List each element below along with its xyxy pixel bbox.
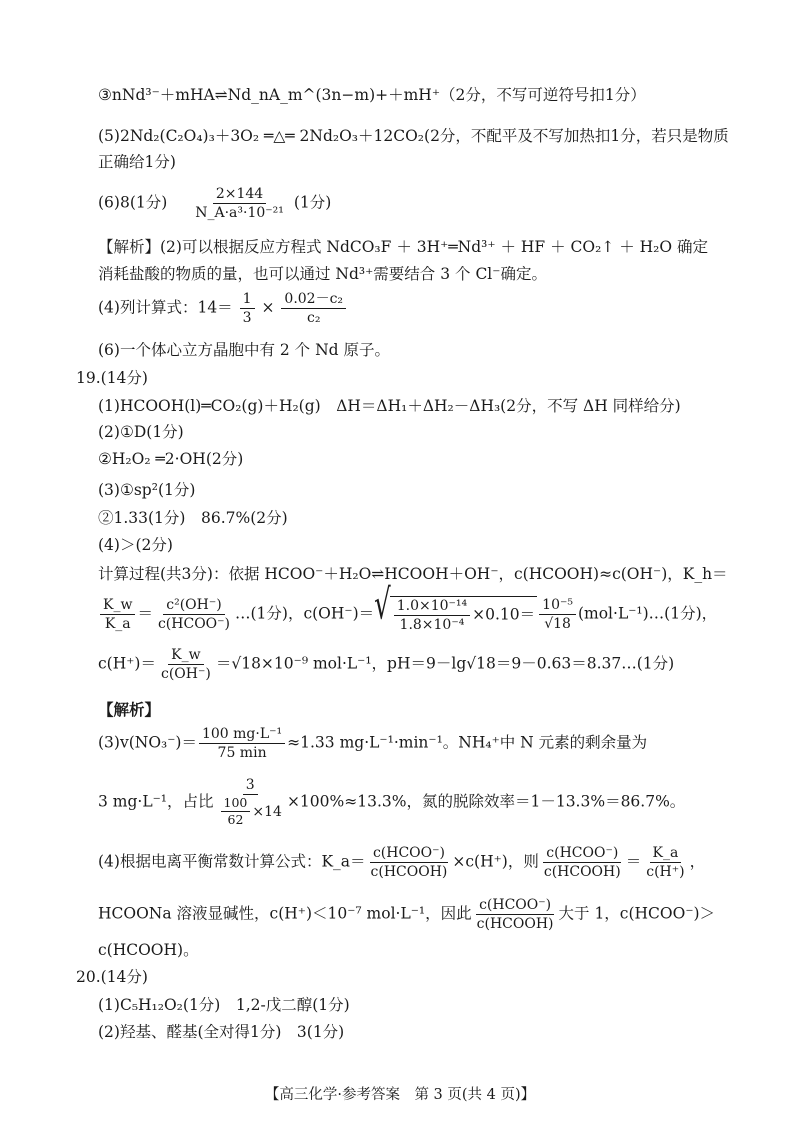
denominator: c(OH⁻) (160, 666, 211, 683)
q19-part2-2: ②H₂O₂ ═2·OH(2分) (98, 450, 244, 468)
analysis-4-line2 (98, 897, 740, 932)
fraction-hcoo-hcooh (368, 845, 451, 880)
text: (3)v(NO₃⁻)＝ (98, 733, 197, 752)
line-6-answer (98, 186, 740, 221)
denominator (216, 795, 285, 828)
numerator: 1 (240, 291, 255, 309)
numerator: 10⁻⁵ (539, 597, 576, 615)
q19-calc-line2 (98, 581, 740, 634)
fraction-ka-h (643, 845, 687, 880)
denominator: c(H⁺) (646, 864, 685, 881)
numerator: 100 mg·L⁻¹ (199, 726, 285, 744)
text: (1分) (293, 193, 332, 212)
q19-part1: (1)HCOOH(l)═CO₂(g)＋H₂(g) ΔH＝ΔH₁＋ΔH₂－ΔH₃(2分，不写 ΔH 同样给分) (98, 397, 681, 415)
text: 3 mg·L⁻¹，占比 (98, 792, 214, 811)
text: ≈1.33 mg·L⁻¹·min⁻¹。NH₄⁺中 N 元素的剩余量为 (287, 733, 648, 752)
q20-part2: (2)羟基、醛基(全对得1分) 3(1分) (98, 1023, 345, 1041)
text: (4)根据电离平衡常数计算公式：K_a＝ (98, 852, 366, 871)
denominator: c(HCOO⁻) (157, 616, 230, 633)
text: ， (689, 852, 706, 871)
equals: ＝ (137, 604, 153, 623)
fraction-conc (281, 291, 346, 326)
fraction-kw-oh (158, 647, 214, 682)
text: …(1分)，c(OH⁻)＝ (235, 604, 375, 623)
denominator: K_a (104, 616, 131, 633)
page-footer: 【高三化学·参考答案 第 3 页(共 4 页)】 (264, 1087, 536, 1103)
q19-part2-1: (2)①D(1分) (98, 423, 184, 441)
times: × (261, 298, 275, 317)
numerator: 0.02－c₂ (281, 291, 346, 309)
numerator: 100 (221, 796, 251, 812)
denominator: c(HCOOH) (370, 864, 448, 881)
q19-part3-1: (3)①sp²(1分) (98, 481, 196, 499)
text: (mol·L⁻¹)…(1分)， (577, 604, 718, 623)
q20-part1: (1)C₅H₁₂O₂(1分) 1,2-戊二醇(1分) (98, 996, 350, 1014)
equals: ＝ (625, 852, 642, 871)
denominator: c(HCOOH) (476, 916, 554, 933)
fraction-one-third (240, 291, 255, 326)
numerator: K_w (168, 647, 203, 665)
q19-calc-intro: 计算过程(共3分)：依据 HCOO⁻＋H₂O⇌HCOOH＋OH⁻，c(HCOOH)≈c(OH⁻)，K_h＝ (98, 565, 728, 583)
numerator: c(HCOO⁻) (476, 897, 554, 915)
denominator: 3 (242, 310, 252, 327)
fraction-kw-ka-values (394, 598, 470, 633)
denominator: N_A·a³·10⁻²¹ (195, 205, 284, 222)
analysis-3-line1 (98, 726, 740, 761)
analysis-4-line1 (98, 845, 740, 880)
line-6-note: (6)一个体心立方晶胞中有 2 个 Nd 原子。 (98, 341, 391, 359)
numerator: c(HCOO⁻) (370, 845, 448, 863)
fraction-rate (199, 726, 285, 761)
numerator: K_a (650, 845, 682, 863)
fraction-ratio (216, 777, 285, 828)
fraction-100-62 (221, 796, 251, 828)
denominator: c₂ (307, 310, 321, 327)
numerator: K_w (100, 597, 135, 615)
text: 大于 1，c(HCOO⁻)＞ (558, 904, 716, 923)
denominator: 1.8×10⁻⁴ (399, 617, 465, 634)
text: ×c(H⁺)，则 (452, 852, 539, 871)
denominator: c(HCOOH) (543, 864, 621, 881)
text: c(H⁺)＝ (98, 654, 156, 673)
q19-calc-line3 (98, 647, 740, 682)
numerator: 3 (243, 777, 258, 795)
radicand (390, 596, 537, 633)
sqrt-expression (374, 581, 537, 634)
numerator: 2×144 (213, 186, 266, 204)
question-19-heading: 19.(14分) (76, 369, 148, 387)
text: ×100%≈13.3%，氮的脱除效率＝1－13.3%＝86.7%。 (286, 792, 686, 811)
line-4-calc (98, 291, 740, 326)
fraction-hcoo-hcooh-3 (474, 897, 557, 932)
text: ＝√18×10⁻⁹ mol·L⁻¹，pH＝9－lg√18＝9－0.63＝8.37…(1分) (215, 654, 675, 673)
q19-part4: (4)＞(2分) (98, 536, 173, 554)
fraction-oh-squared (155, 597, 233, 632)
denominator: 75 min (217, 745, 267, 762)
numerator: c²(OH⁻) (163, 597, 224, 615)
fraction-kw-ka (100, 597, 135, 632)
analysis-4-line3: c(HCOOH)。 (98, 941, 199, 959)
line-5-note: 正确给1分) (98, 153, 176, 171)
numerator: c(HCOO⁻) (543, 845, 621, 863)
analysis-3-line2 (98, 777, 740, 828)
analysis-line-1: 【解析】(2)可以根据反应方程式 NdCO₃F ＋ 3H⁺═Nd³⁺ ＋ HF ＋ CO₂↑ ＋ H₂O 确定 (98, 238, 708, 256)
text: HCOONa 溶液显碱性，c(H⁺)＜10⁻⁷ mol·L⁻¹，因此 (98, 904, 472, 923)
numerator: 1.0×10⁻¹⁴ (394, 598, 470, 616)
denominator: 62 (227, 812, 244, 828)
fraction-hcoo-hcooh-2 (541, 845, 624, 880)
analysis-line-2: 消耗盐酸的物质的量，也可以通过 Nd³⁺需要结合 3 个 Cl⁻确定。 (98, 265, 547, 283)
line-nd-equilibrium: ③nNd³⁻＋mHA⇌Nd_nA_m^(3n−m)+＋mH⁺（2分，不写可逆符号扣1分） (98, 86, 646, 104)
q19-part3-2: ②1.33(1分) 86.7%(2分) (98, 509, 288, 527)
text: ×0.10＝ (472, 605, 536, 624)
analysis-heading: 【解析】 (98, 700, 161, 719)
text: (6)8(1分) (98, 193, 168, 212)
text: ×14 (252, 803, 282, 820)
fraction-density (192, 186, 287, 221)
text: (4)列计算式：14＝ (98, 298, 233, 317)
line-5-equation: (5)2Nd₂(C₂O₄)₃＋3O₂ ═△═ 2Nd₂O₃＋12CO₂(2分，不配平及不写加热扣1分，若只是物质 (98, 127, 729, 145)
fraction-oh-result (539, 597, 576, 632)
question-20-heading: 20.(14分) (76, 968, 148, 986)
radical-icon: √ (374, 581, 391, 630)
denominator: √18 (544, 616, 571, 633)
